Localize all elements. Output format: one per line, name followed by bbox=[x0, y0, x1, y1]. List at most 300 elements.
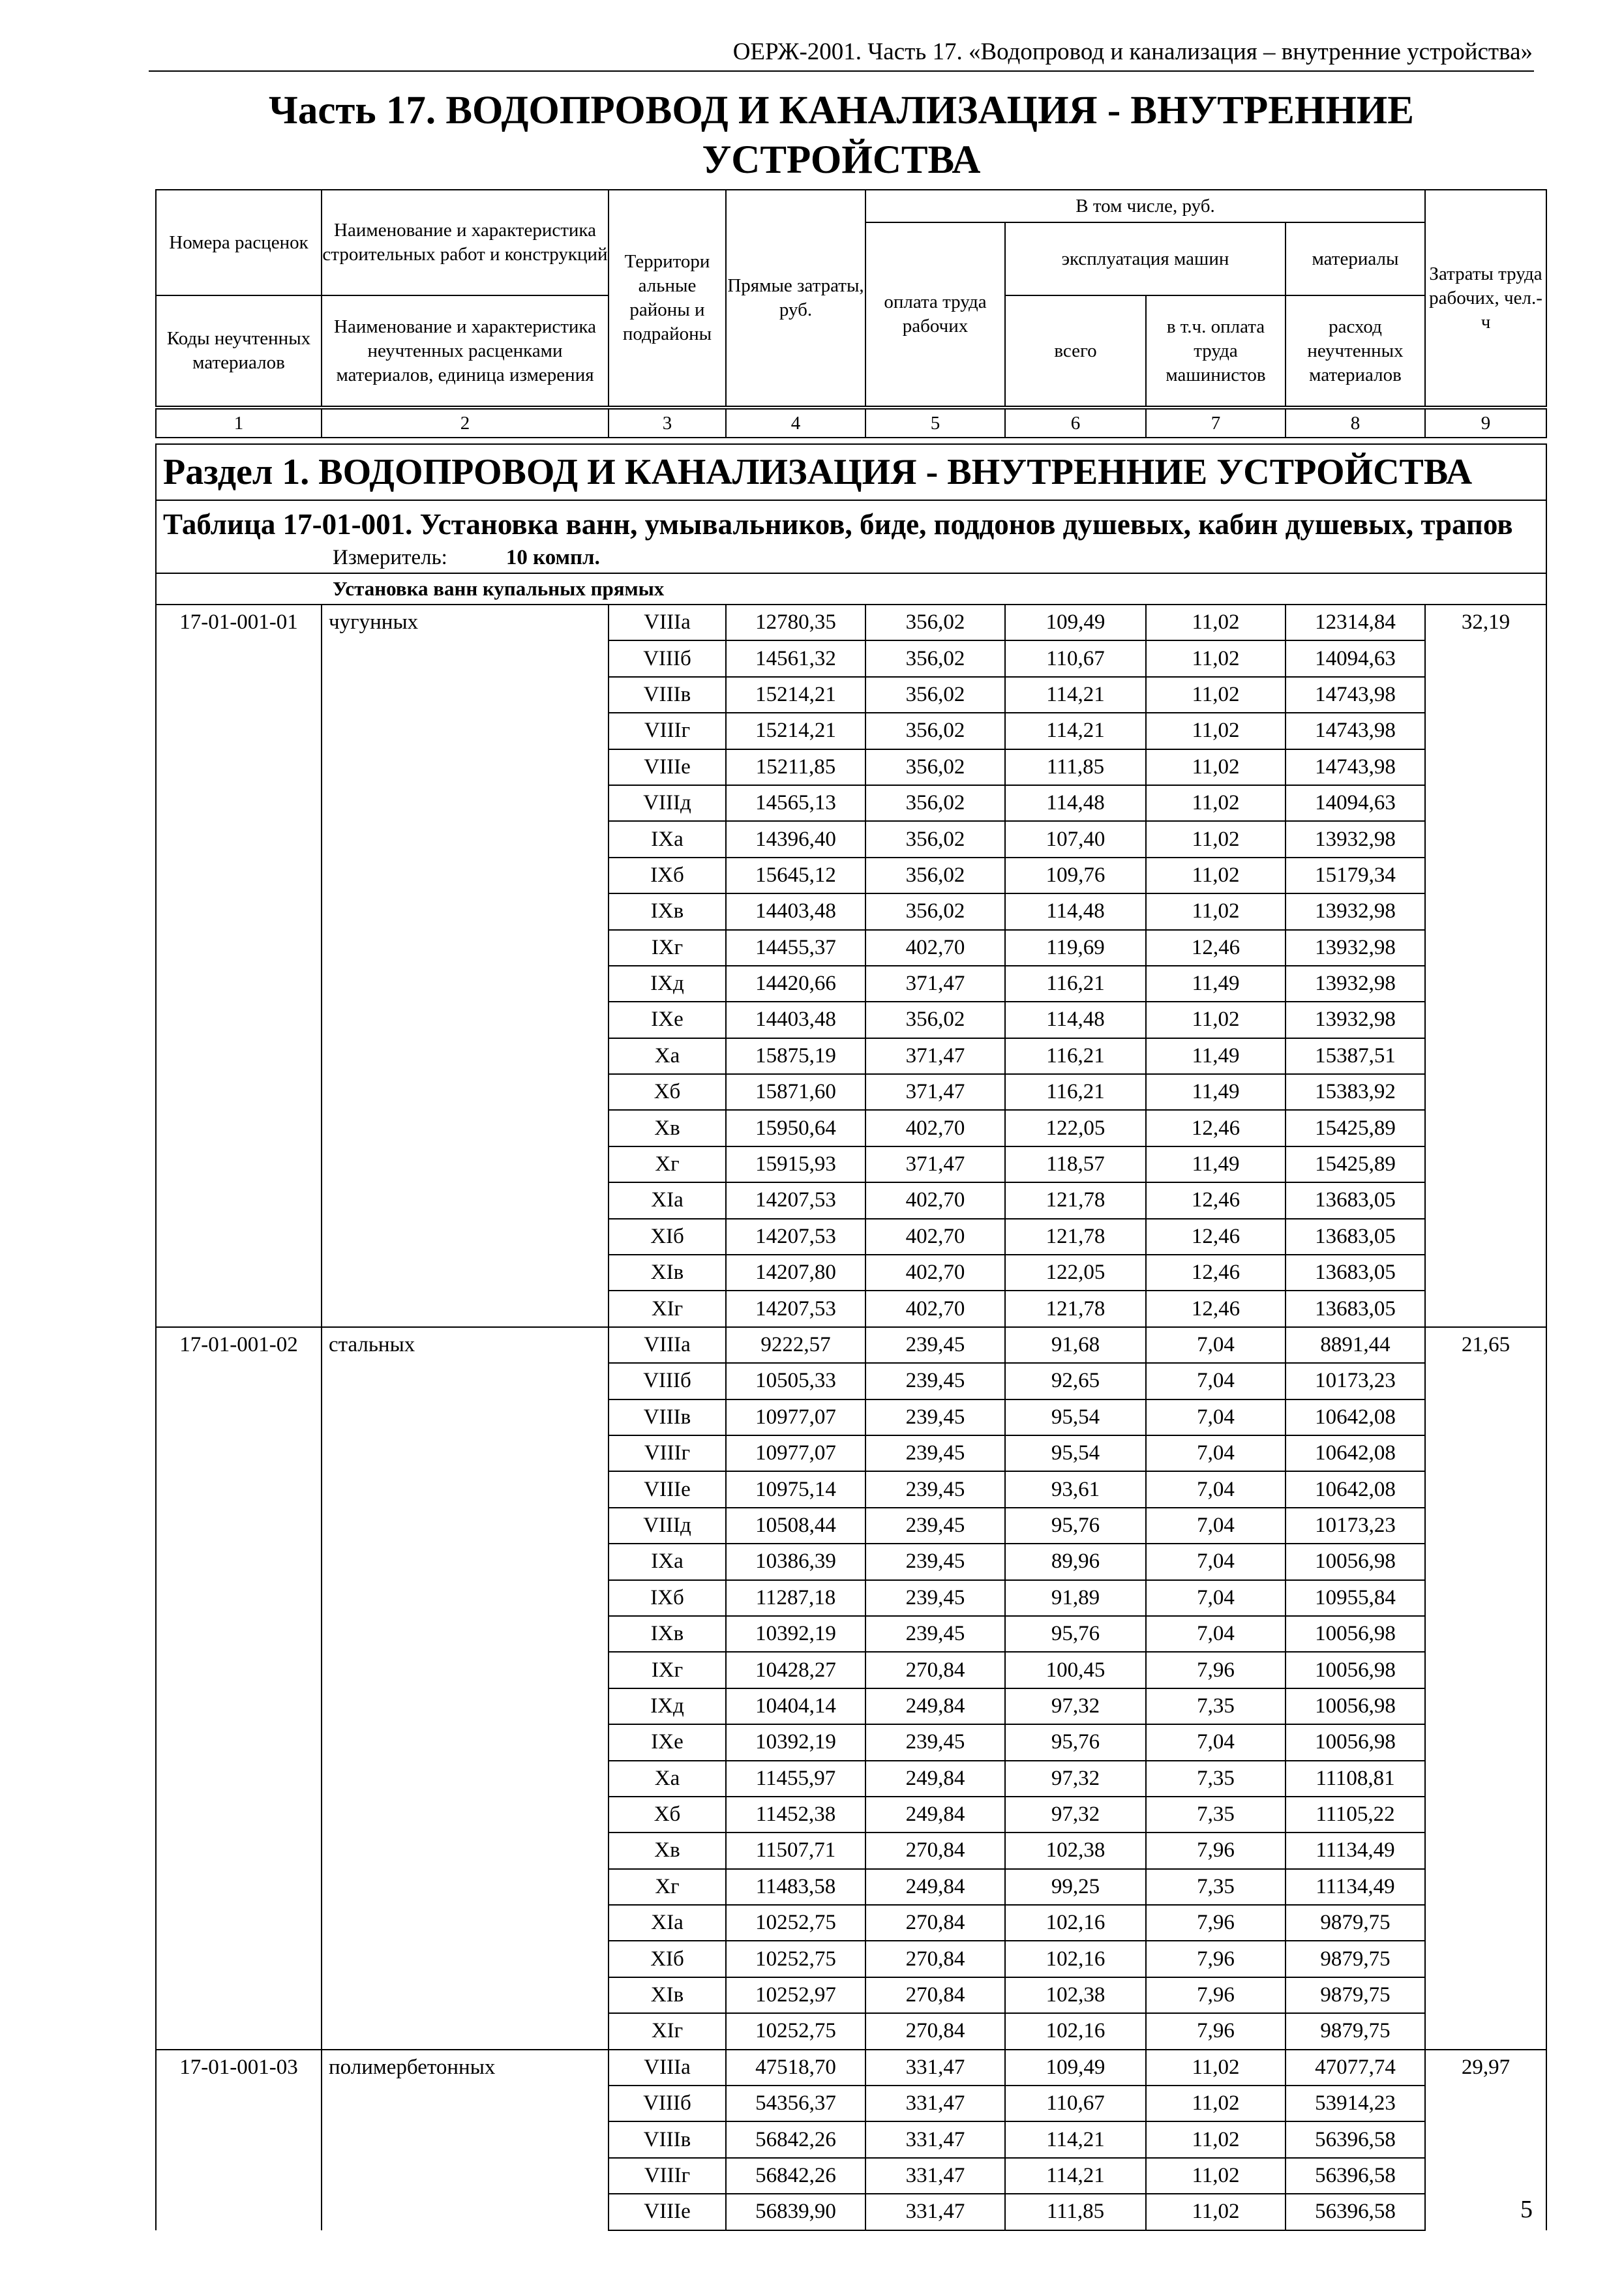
district-cell: IXд bbox=[609, 966, 726, 1002]
operator-wages-cell: 7,04 bbox=[1146, 1435, 1286, 1471]
direct-costs-cell: 15915,93 bbox=[726, 1146, 865, 1182]
district-cell: Xа bbox=[609, 1761, 726, 1797]
operator-wages-cell: 11,02 bbox=[1146, 677, 1286, 713]
machines-total-cell: 111,85 bbox=[1005, 749, 1146, 785]
operator-wages-cell: 11,02 bbox=[1146, 2121, 1286, 2157]
machines-total-cell: 97,32 bbox=[1005, 1688, 1146, 1724]
measure-value: 10 компл. bbox=[505, 546, 600, 569]
worker-wages-cell: 356,02 bbox=[865, 749, 1005, 785]
district-cell: Xб bbox=[609, 1797, 726, 1833]
operator-wages-cell: 12,46 bbox=[1146, 1291, 1286, 1326]
worker-wages-cell: 270,84 bbox=[865, 1977, 1005, 2013]
operator-wages-cell: 7,04 bbox=[1146, 1580, 1286, 1616]
materials-cell: 53914,23 bbox=[1286, 2086, 1425, 2121]
district-cell: VIIIа bbox=[609, 1327, 726, 1363]
column-header-table bbox=[155, 189, 1547, 407]
machines-total-cell: 102,38 bbox=[1005, 1977, 1146, 2013]
machines-total-cell: 116,21 bbox=[1005, 1074, 1146, 1110]
header-machines-total: всего bbox=[1005, 295, 1146, 406]
materials-cell: 13932,98 bbox=[1286, 893, 1425, 929]
direct-costs-cell: 10508,44 bbox=[726, 1508, 865, 1544]
operator-wages-cell: 11,02 bbox=[1146, 2194, 1286, 2230]
operator-wages-cell: 12,46 bbox=[1146, 1255, 1286, 1291]
materials-cell: 8891,44 bbox=[1286, 1327, 1425, 1363]
column-number: 7 bbox=[1146, 409, 1286, 438]
operator-wages-cell: 11,02 bbox=[1146, 749, 1286, 785]
district-cell: IXа bbox=[609, 1544, 726, 1579]
operator-wages-cell: 11,02 bbox=[1146, 858, 1286, 893]
materials-cell: 47077,74 bbox=[1286, 2050, 1425, 2086]
operator-wages-cell: 11,49 bbox=[1146, 966, 1286, 1002]
direct-costs-cell: 10392,19 bbox=[726, 1724, 865, 1760]
direct-costs-cell: 10252,97 bbox=[726, 1977, 865, 2013]
worker-wages-cell: 239,45 bbox=[865, 1508, 1005, 1544]
table-row bbox=[156, 2050, 1546, 2086]
header-operator-wages: в т.ч. оплата труда машинистов bbox=[1146, 295, 1286, 406]
machines-total-cell: 99,25 bbox=[1005, 1869, 1146, 1905]
direct-costs-cell: 10252,75 bbox=[726, 2013, 865, 2049]
direct-costs-cell: 15214,21 bbox=[726, 677, 865, 713]
materials-cell: 13932,98 bbox=[1286, 1002, 1425, 1038]
materials-cell: 10056,98 bbox=[1286, 1724, 1425, 1760]
rate-code: 17-01-001-02 bbox=[156, 1327, 322, 2050]
operator-wages-cell: 7,04 bbox=[1146, 1616, 1286, 1652]
materials-cell: 15383,92 bbox=[1286, 1074, 1425, 1110]
materials-cell: 15425,89 bbox=[1286, 1146, 1425, 1182]
machines-total-cell: 121,78 bbox=[1005, 1182, 1146, 1218]
materials-cell: 15179,34 bbox=[1286, 858, 1425, 893]
worker-wages-cell: 270,84 bbox=[865, 1652, 1005, 1688]
worker-wages-cell: 239,45 bbox=[865, 1363, 1005, 1399]
district-cell: VIIIе bbox=[609, 2194, 726, 2230]
materials-cell: 10056,98 bbox=[1286, 1688, 1425, 1724]
operator-wages-cell: 7,04 bbox=[1146, 1544, 1286, 1579]
materials-cell: 11134,49 bbox=[1286, 1869, 1425, 1905]
district-cell: VIIIб bbox=[609, 2086, 726, 2121]
operator-wages-cell: 11,02 bbox=[1146, 713, 1286, 749]
worker-wages-cell: 270,84 bbox=[865, 1905, 1005, 1941]
worker-wages-cell: 402,70 bbox=[865, 1219, 1005, 1255]
district-cell: VIIIе bbox=[609, 1471, 726, 1507]
district-cell: VIIIв bbox=[609, 677, 726, 713]
worker-wages-cell: 239,45 bbox=[865, 1724, 1005, 1760]
machines-total-cell: 95,76 bbox=[1005, 1508, 1146, 1544]
operator-wages-cell: 7,04 bbox=[1146, 1399, 1286, 1435]
work-name: стальных bbox=[322, 1327, 609, 2050]
subgroup-title: Установка ванн купальных прямых bbox=[156, 573, 1546, 605]
header-rule bbox=[149, 70, 1534, 72]
machines-total-cell: 89,96 bbox=[1005, 1544, 1146, 1579]
header-labor-costs: Затраты труда рабочих, чел.-ч bbox=[1425, 190, 1546, 406]
direct-costs-cell: 10252,75 bbox=[726, 1905, 865, 1941]
machines-total-cell: 102,16 bbox=[1005, 1905, 1146, 1941]
direct-costs-cell: 15214,21 bbox=[726, 713, 865, 749]
direct-costs-cell: 11287,18 bbox=[726, 1580, 865, 1616]
section-title: Раздел 1. ВОДОПРОВОД И КАНАЛИЗАЦИЯ - ВНУТРЕННИЕ УСТРОЙСТВА bbox=[156, 444, 1546, 500]
direct-costs-cell: 11452,38 bbox=[726, 1797, 865, 1833]
operator-wages-cell: 7,04 bbox=[1146, 1471, 1286, 1507]
operator-wages-cell: 11,02 bbox=[1146, 2158, 1286, 2194]
worker-wages-cell: 331,47 bbox=[865, 2194, 1005, 2230]
operator-wages-cell: 7,04 bbox=[1146, 1363, 1286, 1399]
materials-cell: 14743,98 bbox=[1286, 677, 1425, 713]
worker-wages-cell: 371,47 bbox=[865, 1038, 1005, 1074]
machines-total-cell: 111,85 bbox=[1005, 2194, 1146, 2230]
worker-wages-cell: 270,84 bbox=[865, 1833, 1005, 1868]
district-cell: IXв bbox=[609, 1616, 726, 1652]
worker-wages-cell: 239,45 bbox=[865, 1399, 1005, 1435]
direct-costs-cell: 15645,12 bbox=[726, 858, 865, 893]
table-title: Таблица 17-01-001. Установка ванн, умывальников, биде, поддонов душевых, кабин душевых, трапов bbox=[156, 500, 1546, 543]
header-unaccounted-materials: расход неучтенных материалов bbox=[1286, 295, 1425, 406]
header-material-codes: Коды неучтенных материалов bbox=[156, 295, 322, 406]
worker-wages-cell: 239,45 bbox=[865, 1580, 1005, 1616]
header-territorial-districts: Территори альные районы и подрайоны bbox=[609, 190, 726, 406]
materials-cell: 12314,84 bbox=[1286, 605, 1425, 640]
title-line-2: УСТРОЙСТВА bbox=[702, 138, 981, 182]
district-cell: XIб bbox=[609, 1941, 726, 1977]
district-cell: Xб bbox=[609, 1074, 726, 1110]
worker-wages-cell: 331,47 bbox=[865, 2121, 1005, 2157]
worker-wages-cell: 249,84 bbox=[865, 1688, 1005, 1724]
direct-costs-cell: 14207,53 bbox=[726, 1219, 865, 1255]
direct-costs-cell: 10977,07 bbox=[726, 1399, 865, 1435]
machines-total-cell: 93,61 bbox=[1005, 1471, 1146, 1507]
operator-wages-cell: 11,02 bbox=[1146, 2050, 1286, 2086]
district-cell: VIIIв bbox=[609, 1399, 726, 1435]
direct-costs-cell: 11455,97 bbox=[726, 1761, 865, 1797]
district-cell: XIв bbox=[609, 1255, 726, 1291]
direct-costs-cell: 15211,85 bbox=[726, 749, 865, 785]
machines-total-cell: 95,76 bbox=[1005, 1724, 1146, 1760]
worker-wages-cell: 356,02 bbox=[865, 713, 1005, 749]
direct-costs-cell: 11507,71 bbox=[726, 1833, 865, 1868]
machines-total-cell: 92,65 bbox=[1005, 1363, 1146, 1399]
machines-total-cell: 114,48 bbox=[1005, 1002, 1146, 1038]
materials-cell: 13932,98 bbox=[1286, 930, 1425, 966]
district-cell: VIIIб bbox=[609, 1363, 726, 1399]
district-cell: XIг bbox=[609, 1291, 726, 1326]
direct-costs-cell: 56839,90 bbox=[726, 2194, 865, 2230]
operator-wages-cell: 7,96 bbox=[1146, 2013, 1286, 2049]
worker-wages-cell: 356,02 bbox=[865, 785, 1005, 821]
materials-cell: 13932,98 bbox=[1286, 821, 1425, 857]
work-name: полимербетонных bbox=[322, 2050, 609, 2230]
table-row bbox=[156, 1327, 1546, 1363]
materials-cell: 9879,75 bbox=[1286, 1941, 1425, 1977]
header-rate-numbers: Номера расценок bbox=[156, 190, 322, 295]
materials-cell: 10642,08 bbox=[1286, 1399, 1425, 1435]
operator-wages-cell: 12,46 bbox=[1146, 1219, 1286, 1255]
column-number-row bbox=[155, 408, 1547, 438]
machines-total-cell: 109,49 bbox=[1005, 2050, 1146, 2086]
materials-cell: 13683,05 bbox=[1286, 1219, 1425, 1255]
direct-costs-cell: 14207,53 bbox=[726, 1182, 865, 1218]
page-number: 5 bbox=[1520, 2196, 1533, 2223]
direct-costs-cell: 14420,66 bbox=[726, 966, 865, 1002]
direct-costs-cell: 14565,13 bbox=[726, 785, 865, 821]
materials-cell: 13683,05 bbox=[1286, 1255, 1425, 1291]
operator-wages-cell: 11,02 bbox=[1146, 2086, 1286, 2121]
measure-line bbox=[156, 543, 1546, 573]
district-cell: Xг bbox=[609, 1869, 726, 1905]
header-materials: материалы bbox=[1286, 222, 1425, 295]
direct-costs-cell: 14207,80 bbox=[726, 1255, 865, 1291]
column-number: 1 bbox=[156, 409, 322, 438]
machines-total-cell: 91,68 bbox=[1005, 1327, 1146, 1363]
operator-wages-cell: 11,02 bbox=[1146, 893, 1286, 929]
worker-wages-cell: 356,02 bbox=[865, 605, 1005, 640]
machines-total-cell: 118,57 bbox=[1005, 1146, 1146, 1182]
machines-total-cell: 116,21 bbox=[1005, 1038, 1146, 1074]
title-line-1: Часть 17. ВОДОПРОВОД И КАНАЛИЗАЦИЯ - ВНУТРЕННИЕ bbox=[269, 89, 1414, 132]
machines-total-cell: 107,40 bbox=[1005, 821, 1146, 857]
labor-costs: 32,19 bbox=[1425, 605, 1546, 1327]
district-cell: VIIIд bbox=[609, 1508, 726, 1544]
materials-cell: 11108,81 bbox=[1286, 1761, 1425, 1797]
materials-cell: 13683,05 bbox=[1286, 1182, 1425, 1218]
district-cell: Xг bbox=[609, 1146, 726, 1182]
operator-wages-cell: 12,46 bbox=[1146, 930, 1286, 966]
district-cell: VIIIа bbox=[609, 605, 726, 640]
operator-wages-cell: 11,02 bbox=[1146, 821, 1286, 857]
worker-wages-cell: 402,70 bbox=[865, 1110, 1005, 1146]
district-cell: XIа bbox=[609, 1905, 726, 1941]
operator-wages-cell: 11,49 bbox=[1146, 1146, 1286, 1182]
materials-cell: 10056,98 bbox=[1286, 1616, 1425, 1652]
rate-code: 17-01-001-03 bbox=[156, 2050, 322, 2230]
worker-wages-cell: 331,47 bbox=[865, 2050, 1005, 2086]
direct-costs-cell: 15950,64 bbox=[726, 1110, 865, 1146]
direct-costs-cell: 14561,32 bbox=[726, 640, 865, 676]
labor-costs: 29,97 bbox=[1425, 2050, 1546, 2230]
district-cell: XIг bbox=[609, 2013, 726, 2049]
operator-wages-cell: 11,02 bbox=[1146, 605, 1286, 640]
direct-costs-cell: 10977,07 bbox=[726, 1435, 865, 1471]
materials-cell: 11134,49 bbox=[1286, 1833, 1425, 1868]
materials-cell: 10056,98 bbox=[1286, 1652, 1425, 1688]
direct-costs-cell: 54356,37 bbox=[726, 2086, 865, 2121]
running-header: ОЕРЖ-2001. Часть 17. «Водопровод и канализация – внутренние устройства» bbox=[732, 38, 1533, 65]
materials-cell: 9879,75 bbox=[1286, 2013, 1425, 2049]
district-cell: IXа bbox=[609, 821, 726, 857]
machines-total-cell: 91,89 bbox=[1005, 1580, 1146, 1616]
worker-wages-cell: 356,02 bbox=[865, 821, 1005, 857]
header-material-names: Наименование и характеристика неучтенных расценками материалов, единица измерения bbox=[322, 295, 609, 406]
worker-wages-cell: 402,70 bbox=[865, 930, 1005, 966]
materials-cell: 9879,75 bbox=[1286, 1905, 1425, 1941]
machines-total-cell: 119,69 bbox=[1005, 930, 1146, 966]
district-cell: IXг bbox=[609, 930, 726, 966]
table-row bbox=[156, 605, 1546, 640]
column-number: 9 bbox=[1425, 409, 1546, 438]
worker-wages-cell: 239,45 bbox=[865, 1544, 1005, 1579]
worker-wages-cell: 249,84 bbox=[865, 1761, 1005, 1797]
worker-wages-cell: 270,84 bbox=[865, 2013, 1005, 2049]
direct-costs-cell: 56842,26 bbox=[726, 2121, 865, 2157]
operator-wages-cell: 12,46 bbox=[1146, 1182, 1286, 1218]
worker-wages-cell: 371,47 bbox=[865, 1146, 1005, 1182]
worker-wages-cell: 402,70 bbox=[865, 1291, 1005, 1326]
materials-cell: 10173,23 bbox=[1286, 1363, 1425, 1399]
operator-wages-cell: 7,04 bbox=[1146, 1508, 1286, 1544]
direct-costs-cell: 12780,35 bbox=[726, 605, 865, 640]
column-number: 5 bbox=[865, 409, 1005, 438]
district-cell: VIIIг bbox=[609, 1435, 726, 1471]
district-cell: IXв bbox=[609, 893, 726, 929]
operator-wages-cell: 11,02 bbox=[1146, 640, 1286, 676]
operator-wages-cell: 11,02 bbox=[1146, 785, 1286, 821]
operator-wages-cell: 11,49 bbox=[1146, 1074, 1286, 1110]
machines-total-cell: 114,21 bbox=[1005, 2158, 1146, 2194]
machines-total-cell: 102,16 bbox=[1005, 2013, 1146, 2049]
direct-costs-cell: 14207,53 bbox=[726, 1291, 865, 1326]
machines-total-cell: 97,32 bbox=[1005, 1761, 1146, 1797]
materials-cell: 14743,98 bbox=[1286, 713, 1425, 749]
operator-wages-cell: 7,96 bbox=[1146, 1905, 1286, 1941]
worker-wages-cell: 239,45 bbox=[865, 1471, 1005, 1507]
district-cell: VIIIа bbox=[609, 2050, 726, 2086]
operator-wages-cell: 7,35 bbox=[1146, 1869, 1286, 1905]
district-cell: VIIIг bbox=[609, 713, 726, 749]
worker-wages-cell: 356,02 bbox=[865, 1002, 1005, 1038]
worker-wages-cell: 249,84 bbox=[865, 1869, 1005, 1905]
materials-cell: 13683,05 bbox=[1286, 1291, 1425, 1326]
direct-costs-cell: 14396,40 bbox=[726, 821, 865, 857]
direct-costs-cell: 10428,27 bbox=[726, 1652, 865, 1688]
direct-costs-cell: 14403,48 bbox=[726, 893, 865, 929]
direct-costs-cell: 10386,39 bbox=[726, 1544, 865, 1579]
direct-costs-cell: 10252,75 bbox=[726, 1941, 865, 1977]
labor-costs: 21,65 bbox=[1425, 1327, 1546, 2050]
district-cell: IXб bbox=[609, 1580, 726, 1616]
rates-table bbox=[155, 443, 1547, 2231]
materials-cell: 10056,98 bbox=[1286, 1544, 1425, 1579]
worker-wages-cell: 331,47 bbox=[865, 2158, 1005, 2194]
worker-wages-cell: 356,02 bbox=[865, 677, 1005, 713]
machines-total-cell: 102,38 bbox=[1005, 1833, 1146, 1868]
machines-total-cell: 122,05 bbox=[1005, 1255, 1146, 1291]
machines-total-cell: 95,54 bbox=[1005, 1399, 1146, 1435]
district-cell: VIIIб bbox=[609, 640, 726, 676]
measure-label: Измеритель: bbox=[333, 546, 447, 569]
direct-costs-cell: 10392,19 bbox=[726, 1616, 865, 1652]
operator-wages-cell: 11,49 bbox=[1146, 1038, 1286, 1074]
header-worker-wages: оплата труда рабочих bbox=[865, 222, 1005, 406]
column-number: 3 bbox=[609, 409, 726, 438]
materials-cell: 13932,98 bbox=[1286, 966, 1425, 1002]
machines-total-cell: 100,45 bbox=[1005, 1652, 1146, 1688]
worker-wages-cell: 270,84 bbox=[865, 1941, 1005, 1977]
header-machine-operation: эксплуатация машин bbox=[1005, 222, 1286, 295]
district-cell: Xв bbox=[609, 1833, 726, 1868]
operator-wages-cell: 7,96 bbox=[1146, 1652, 1286, 1688]
materials-cell: 56396,58 bbox=[1286, 2121, 1425, 2157]
machines-total-cell: 110,67 bbox=[1005, 640, 1146, 676]
machines-total-cell: 114,21 bbox=[1005, 713, 1146, 749]
worker-wages-cell: 331,47 bbox=[865, 2086, 1005, 2121]
work-name: чугунных bbox=[322, 605, 609, 1327]
operator-wages-cell: 7,35 bbox=[1146, 1761, 1286, 1797]
district-cell: Xв bbox=[609, 1110, 726, 1146]
machines-total-cell: 114,21 bbox=[1005, 2121, 1146, 2157]
materials-cell: 15425,89 bbox=[1286, 1110, 1425, 1146]
machines-total-cell: 121,78 bbox=[1005, 1219, 1146, 1255]
materials-cell: 56396,58 bbox=[1286, 2194, 1425, 2230]
direct-costs-cell: 15871,60 bbox=[726, 1074, 865, 1110]
materials-cell: 10173,23 bbox=[1286, 1508, 1425, 1544]
operator-wages-cell: 7,04 bbox=[1146, 1327, 1286, 1363]
district-cell: XIа bbox=[609, 1182, 726, 1218]
district-cell: VIIIв bbox=[609, 2121, 726, 2157]
machines-total-cell: 95,54 bbox=[1005, 1435, 1146, 1471]
district-cell: IXг bbox=[609, 1652, 726, 1688]
operator-wages-cell: 7,35 bbox=[1146, 1688, 1286, 1724]
column-number: 8 bbox=[1286, 409, 1425, 438]
operator-wages-cell: 11,02 bbox=[1146, 1002, 1286, 1038]
header-work-name: Наименование и характеристика строительных работ и конструкций bbox=[322, 190, 609, 295]
materials-cell: 11105,22 bbox=[1286, 1797, 1425, 1833]
operator-wages-cell: 7,96 bbox=[1146, 1977, 1286, 2013]
machines-total-cell: 109,76 bbox=[1005, 858, 1146, 893]
worker-wages-cell: 239,45 bbox=[865, 1616, 1005, 1652]
machines-total-cell: 114,48 bbox=[1005, 893, 1146, 929]
operator-wages-cell: 7,96 bbox=[1146, 1941, 1286, 1977]
machines-total-cell: 121,78 bbox=[1005, 1291, 1146, 1326]
page-title bbox=[150, 86, 1533, 185]
materials-cell: 9879,75 bbox=[1286, 1977, 1425, 2013]
operator-wages-cell: 7,96 bbox=[1146, 1833, 1286, 1868]
district-cell: VIIIе bbox=[609, 749, 726, 785]
operator-wages-cell: 7,35 bbox=[1146, 1797, 1286, 1833]
worker-wages-cell: 239,45 bbox=[865, 1327, 1005, 1363]
column-number: 4 bbox=[726, 409, 865, 438]
direct-costs-cell: 10505,33 bbox=[726, 1363, 865, 1399]
materials-cell: 14094,63 bbox=[1286, 640, 1425, 676]
machines-total-cell: 114,48 bbox=[1005, 785, 1146, 821]
column-number: 6 bbox=[1005, 409, 1146, 438]
operator-wages-cell: 12,46 bbox=[1146, 1110, 1286, 1146]
operator-wages-cell: 7,04 bbox=[1146, 1724, 1286, 1760]
header-including: В том числе, руб. bbox=[865, 190, 1425, 222]
worker-wages-cell: 356,02 bbox=[865, 858, 1005, 893]
direct-costs-cell: 56842,26 bbox=[726, 2158, 865, 2194]
materials-cell: 56396,58 bbox=[1286, 2158, 1425, 2194]
machines-total-cell: 110,67 bbox=[1005, 2086, 1146, 2121]
materials-cell: 10642,08 bbox=[1286, 1435, 1425, 1471]
worker-wages-cell: 371,47 bbox=[865, 1074, 1005, 1110]
machines-total-cell: 97,32 bbox=[1005, 1797, 1146, 1833]
materials-cell: 10642,08 bbox=[1286, 1471, 1425, 1507]
direct-costs-cell: 14455,37 bbox=[726, 930, 865, 966]
worker-wages-cell: 371,47 bbox=[865, 966, 1005, 1002]
materials-cell: 14743,98 bbox=[1286, 749, 1425, 785]
district-cell: XIв bbox=[609, 1977, 726, 2013]
direct-costs-cell: 9222,57 bbox=[726, 1327, 865, 1363]
header-direct-costs: Прямые затраты, руб. bbox=[726, 190, 865, 406]
district-cell: VIIIд bbox=[609, 785, 726, 821]
column-number: 2 bbox=[322, 409, 609, 438]
worker-wages-cell: 402,70 bbox=[865, 1182, 1005, 1218]
direct-costs-cell: 47518,70 bbox=[726, 2050, 865, 2086]
machines-total-cell: 116,21 bbox=[1005, 966, 1146, 1002]
machines-total-cell: 109,49 bbox=[1005, 605, 1146, 640]
worker-wages-cell: 402,70 bbox=[865, 1255, 1005, 1291]
direct-costs-cell: 10404,14 bbox=[726, 1688, 865, 1724]
direct-costs-cell: 11483,58 bbox=[726, 1869, 865, 1905]
district-cell: Xа bbox=[609, 1038, 726, 1074]
worker-wages-cell: 356,02 bbox=[865, 893, 1005, 929]
